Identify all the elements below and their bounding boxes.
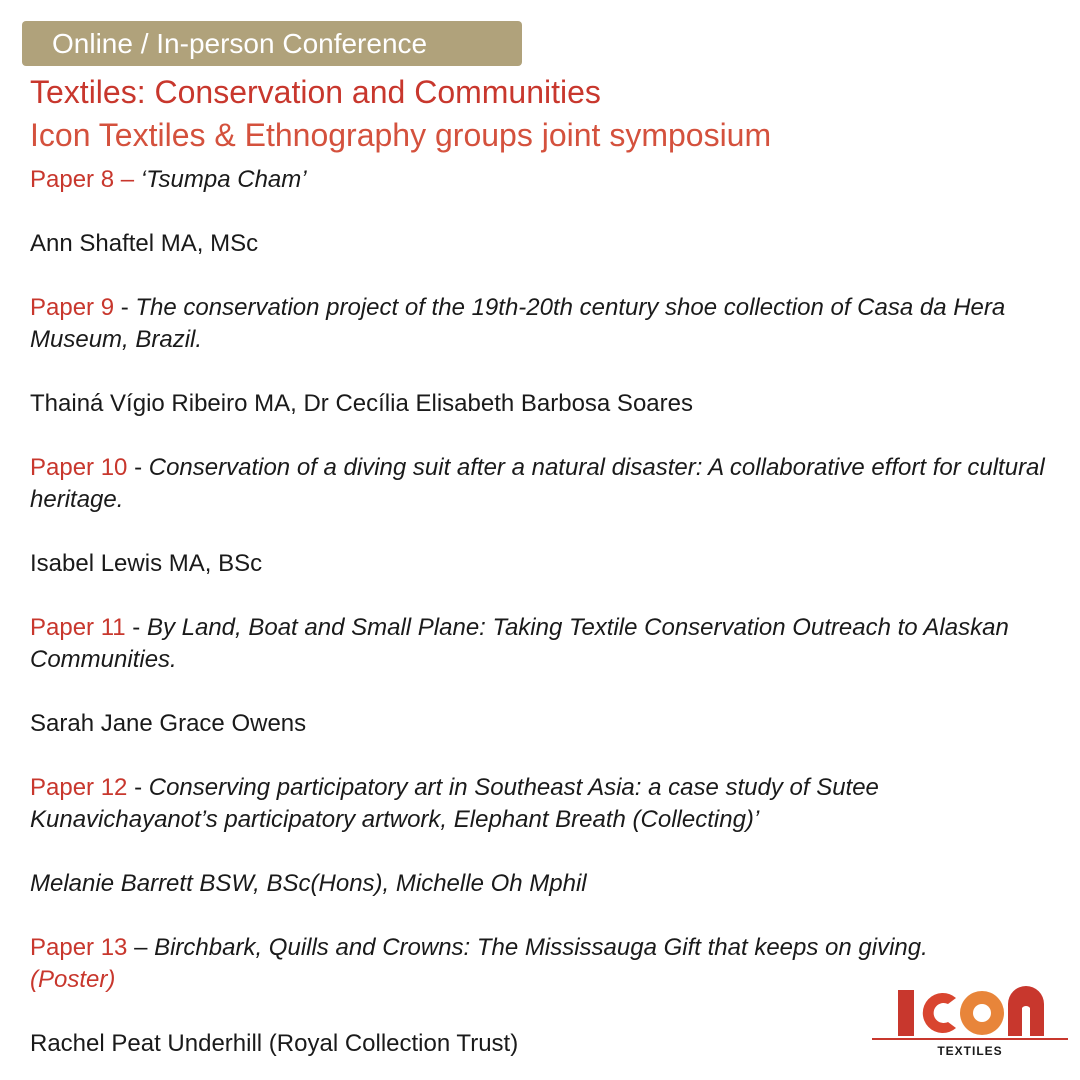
paper-8-authors: Ann Shaftel MA, MSc <box>30 230 259 257</box>
separator: – <box>114 166 141 193</box>
paper-11-authors: Sarah Jane Grace Owens <box>30 710 307 737</box>
paper-list <box>30 164 1070 1060</box>
icon-textiles-logo <box>872 984 1068 1062</box>
paper-label: Paper 13 <box>30 934 128 961</box>
separator: - <box>127 454 149 481</box>
paper-title: The conservation project of the 19th-20th century shoe collection of Casa da Hera Museum, Brazil. <box>30 294 1006 353</box>
paper-13-authors: Rachel Peat Underhill (Royal Collection Trust) <box>30 1030 519 1057</box>
paper-12-authors: Melanie Barrett BSW, BSc(Hons), Michelle Oh Mphil <box>30 870 587 897</box>
conference-badge: Online / In-person Conference <box>22 21 522 66</box>
separator: - <box>114 294 136 321</box>
paper-title: By Land, Boat and Small Plane: Taking Textile Conservation Outreach to Alaskan Communities. <box>30 614 1009 673</box>
paper-8-heading <box>30 164 1070 196</box>
paper-10-authors: Isabel Lewis MA, BSc <box>30 550 263 577</box>
paper-title: Birchbark, Quills and Crowns: The Mississauga Gift that keeps on giving. <box>154 934 928 961</box>
paper-9-heading <box>30 292 1070 356</box>
paper-label: Paper 10 <box>30 454 128 481</box>
paper-title: Conservation of a diving suit after a natural disaster: A collaborative effort for cultural heritage. <box>30 454 1045 513</box>
page-subtitle: Icon Textiles & Ethnography groups joint symposium <box>30 117 772 153</box>
paper-label: Paper 9 <box>30 294 115 321</box>
icon-logo-wordmark <box>898 984 1048 1044</box>
separator: – <box>127 934 155 961</box>
paper-12-heading <box>30 772 1070 836</box>
paper-label: Paper 8 <box>30 166 115 193</box>
paper-note: (Poster) <box>30 966 116 993</box>
paper-11-heading <box>30 612 1070 676</box>
paper-9-authors: Thainá Vígio Ribeiro MA, Dr Cecília Elisabeth Barbosa Soares <box>30 390 693 417</box>
page-title: Textiles: Conservation and Communities <box>30 74 601 110</box>
paper-title: ‘Tsumpa Cham’ <box>140 166 307 193</box>
logo-subtitle: TEXTILES <box>937 1044 1003 1058</box>
paper-label: Paper 12 <box>30 774 128 801</box>
paper-title: Conserving participatory art in Southeast Asia: a case study of Sutee Kunavichayanot’s participatory artwork, Elephant Breath (Collecting)’ <box>30 774 879 833</box>
logo-divider <box>872 1038 1068 1040</box>
separator: - <box>125 614 147 641</box>
paper-label: Paper 11 <box>30 614 126 641</box>
separator: - <box>127 774 149 801</box>
paper-10-heading <box>30 452 1070 516</box>
